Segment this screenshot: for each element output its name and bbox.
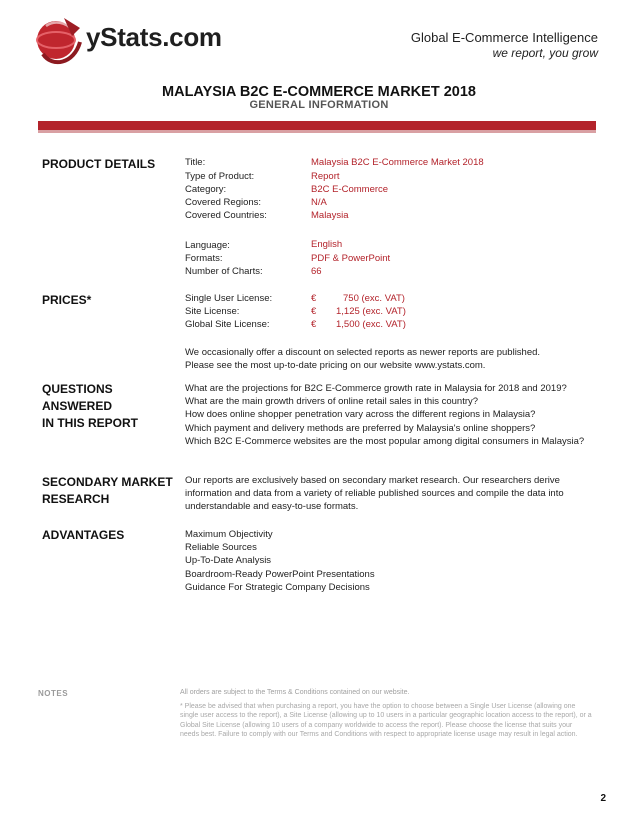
detail-value-countries: Malaysia: [311, 210, 349, 221]
detail-label-language: Language:: [185, 240, 230, 251]
advantage-item: Up-To-Date Analysis: [185, 555, 272, 567]
price-amount-global: 1,500 (exc. VAT): [336, 319, 406, 330]
detail-label-type: Type of Product:: [185, 171, 255, 182]
questions-heading-line: QUESTIONS: [42, 382, 113, 396]
question-item: How does online shopper penetration vary across the different regions in Malaysia?: [185, 409, 536, 421]
page-number: 2: [600, 793, 606, 804]
questions-list: [185, 382, 605, 448]
secondary-research-text: [185, 474, 595, 514]
detail-value-language: English: [311, 239, 343, 250]
detail-value-formats: PDF & PowerPoint: [311, 253, 391, 264]
questions-heading-line: ANSWERED: [42, 399, 113, 413]
detail-label-charts: Number of Charts:: [185, 266, 263, 277]
price-label-site: Site License:: [185, 306, 240, 317]
document-subtitle: GENERAL INFORMATION: [249, 99, 389, 111]
price-currency-global: €: [311, 319, 317, 330]
header-tagline: Global E-Commerce Intelligence: [410, 30, 598, 45]
advantages-heading: ADVANTAGES: [42, 528, 125, 542]
detail-label-title: Title:: [185, 157, 206, 168]
detail-label-regions: Covered Regions:: [185, 197, 262, 208]
notes-heading: NOTES: [38, 689, 69, 698]
detail-value-category: B2C E-Commerce: [311, 184, 389, 195]
prices-heading: PRICES*: [42, 293, 92, 307]
question-item: Which payment and delivery methods are preferred by Malaysia's online shoppers?: [185, 422, 536, 434]
advantage-item: Boardroom-Ready PowerPoint Presentations: [185, 568, 375, 580]
pricing-note: [185, 346, 585, 372]
secondary-research-heading: [42, 474, 173, 508]
detail-value-regions: N/A: [311, 197, 327, 208]
question-item: Which B2C E-Commerce websites are the most popular among digital consumers in Malaysia?: [185, 435, 585, 447]
price-label-global: Global Site License:: [185, 319, 270, 330]
header-divider-bar: [38, 121, 596, 130]
price-label-single: Single User License:: [185, 293, 273, 304]
questions-heading-line: IN THIS REPORT: [42, 416, 139, 430]
detail-value-charts: 66: [311, 266, 322, 277]
advantages-list: [185, 528, 585, 594]
advantage-item: Guidance For Strategic Company Decisions: [185, 581, 370, 593]
document-title: MALAYSIA B2C E-COMMERCE MARKET 2018: [162, 84, 476, 100]
secondary-heading-line: SECONDARY MARKET: [42, 475, 173, 489]
header-divider-shadow: [38, 130, 596, 133]
detail-label-category: Category:: [185, 184, 227, 195]
price-currency-site: €: [311, 306, 317, 317]
advantage-item: Reliable Sources: [185, 542, 257, 554]
detail-value-type: Report: [311, 171, 340, 182]
price-currency-single: €: [311, 293, 317, 304]
notes-terms: All orders are subject to the Terms & Conditions contained on our website.: [180, 689, 410, 696]
detail-label-formats: Formats:: [185, 253, 223, 264]
questions-heading: [42, 381, 138, 432]
notes-license-disclaimer: * Please be advised that when purchasing a report, you have the option to choose between a Single User License (allowing one single user access to the report), a Site License (allowing up to 10 users in a particular geographic location access to the report), or a Global Site License (allowing 10 users of a company worldwide to access the report). Please choose the license that suits your needs best. Failure to comply with our Terms and Conditions with respect to appropriate license usage may result in legal action.: [180, 703, 592, 739]
secondary-text-line: Our reports are exclusively based on secondary market research. Our researchers derive: [185, 475, 560, 486]
question-item: What are the main growth drivers of online retail sales in this country?: [185, 396, 479, 408]
question-item: What are the projections for B2C E-Commerce growth rate in Malaysia for 2018 and 2019?: [185, 383, 567, 394]
pricing-note-line: Please see the most up-to-date pricing on our website www.ystats.com.: [185, 360, 486, 372]
brand-name: yStats.com: [86, 22, 222, 52]
header-slogan: we report, you grow: [492, 46, 598, 60]
price-amount-single: 750 (exc. VAT): [343, 293, 405, 304]
globe-logo-icon: [34, 14, 84, 70]
pricing-note-line: We occasionally offer a discount on selected reports as newer reports are published.: [185, 347, 541, 358]
price-amount-site: 1,125 (exc. VAT): [336, 306, 406, 317]
secondary-text-line: information and data from a variety of reliable published sources and compile the data into: [185, 488, 564, 500]
detail-value-title: Malaysia B2C E-Commerce Market 2018: [311, 157, 484, 168]
advantage-item: Maximum Objectivity: [185, 529, 273, 540]
secondary-text-line: understandable and easy-to-use formats.: [185, 501, 359, 513]
detail-label-countries: Covered Countries:: [185, 210, 267, 221]
secondary-heading-line: RESEARCH: [42, 492, 110, 506]
product-details-heading: PRODUCT DETAILS: [42, 157, 156, 171]
